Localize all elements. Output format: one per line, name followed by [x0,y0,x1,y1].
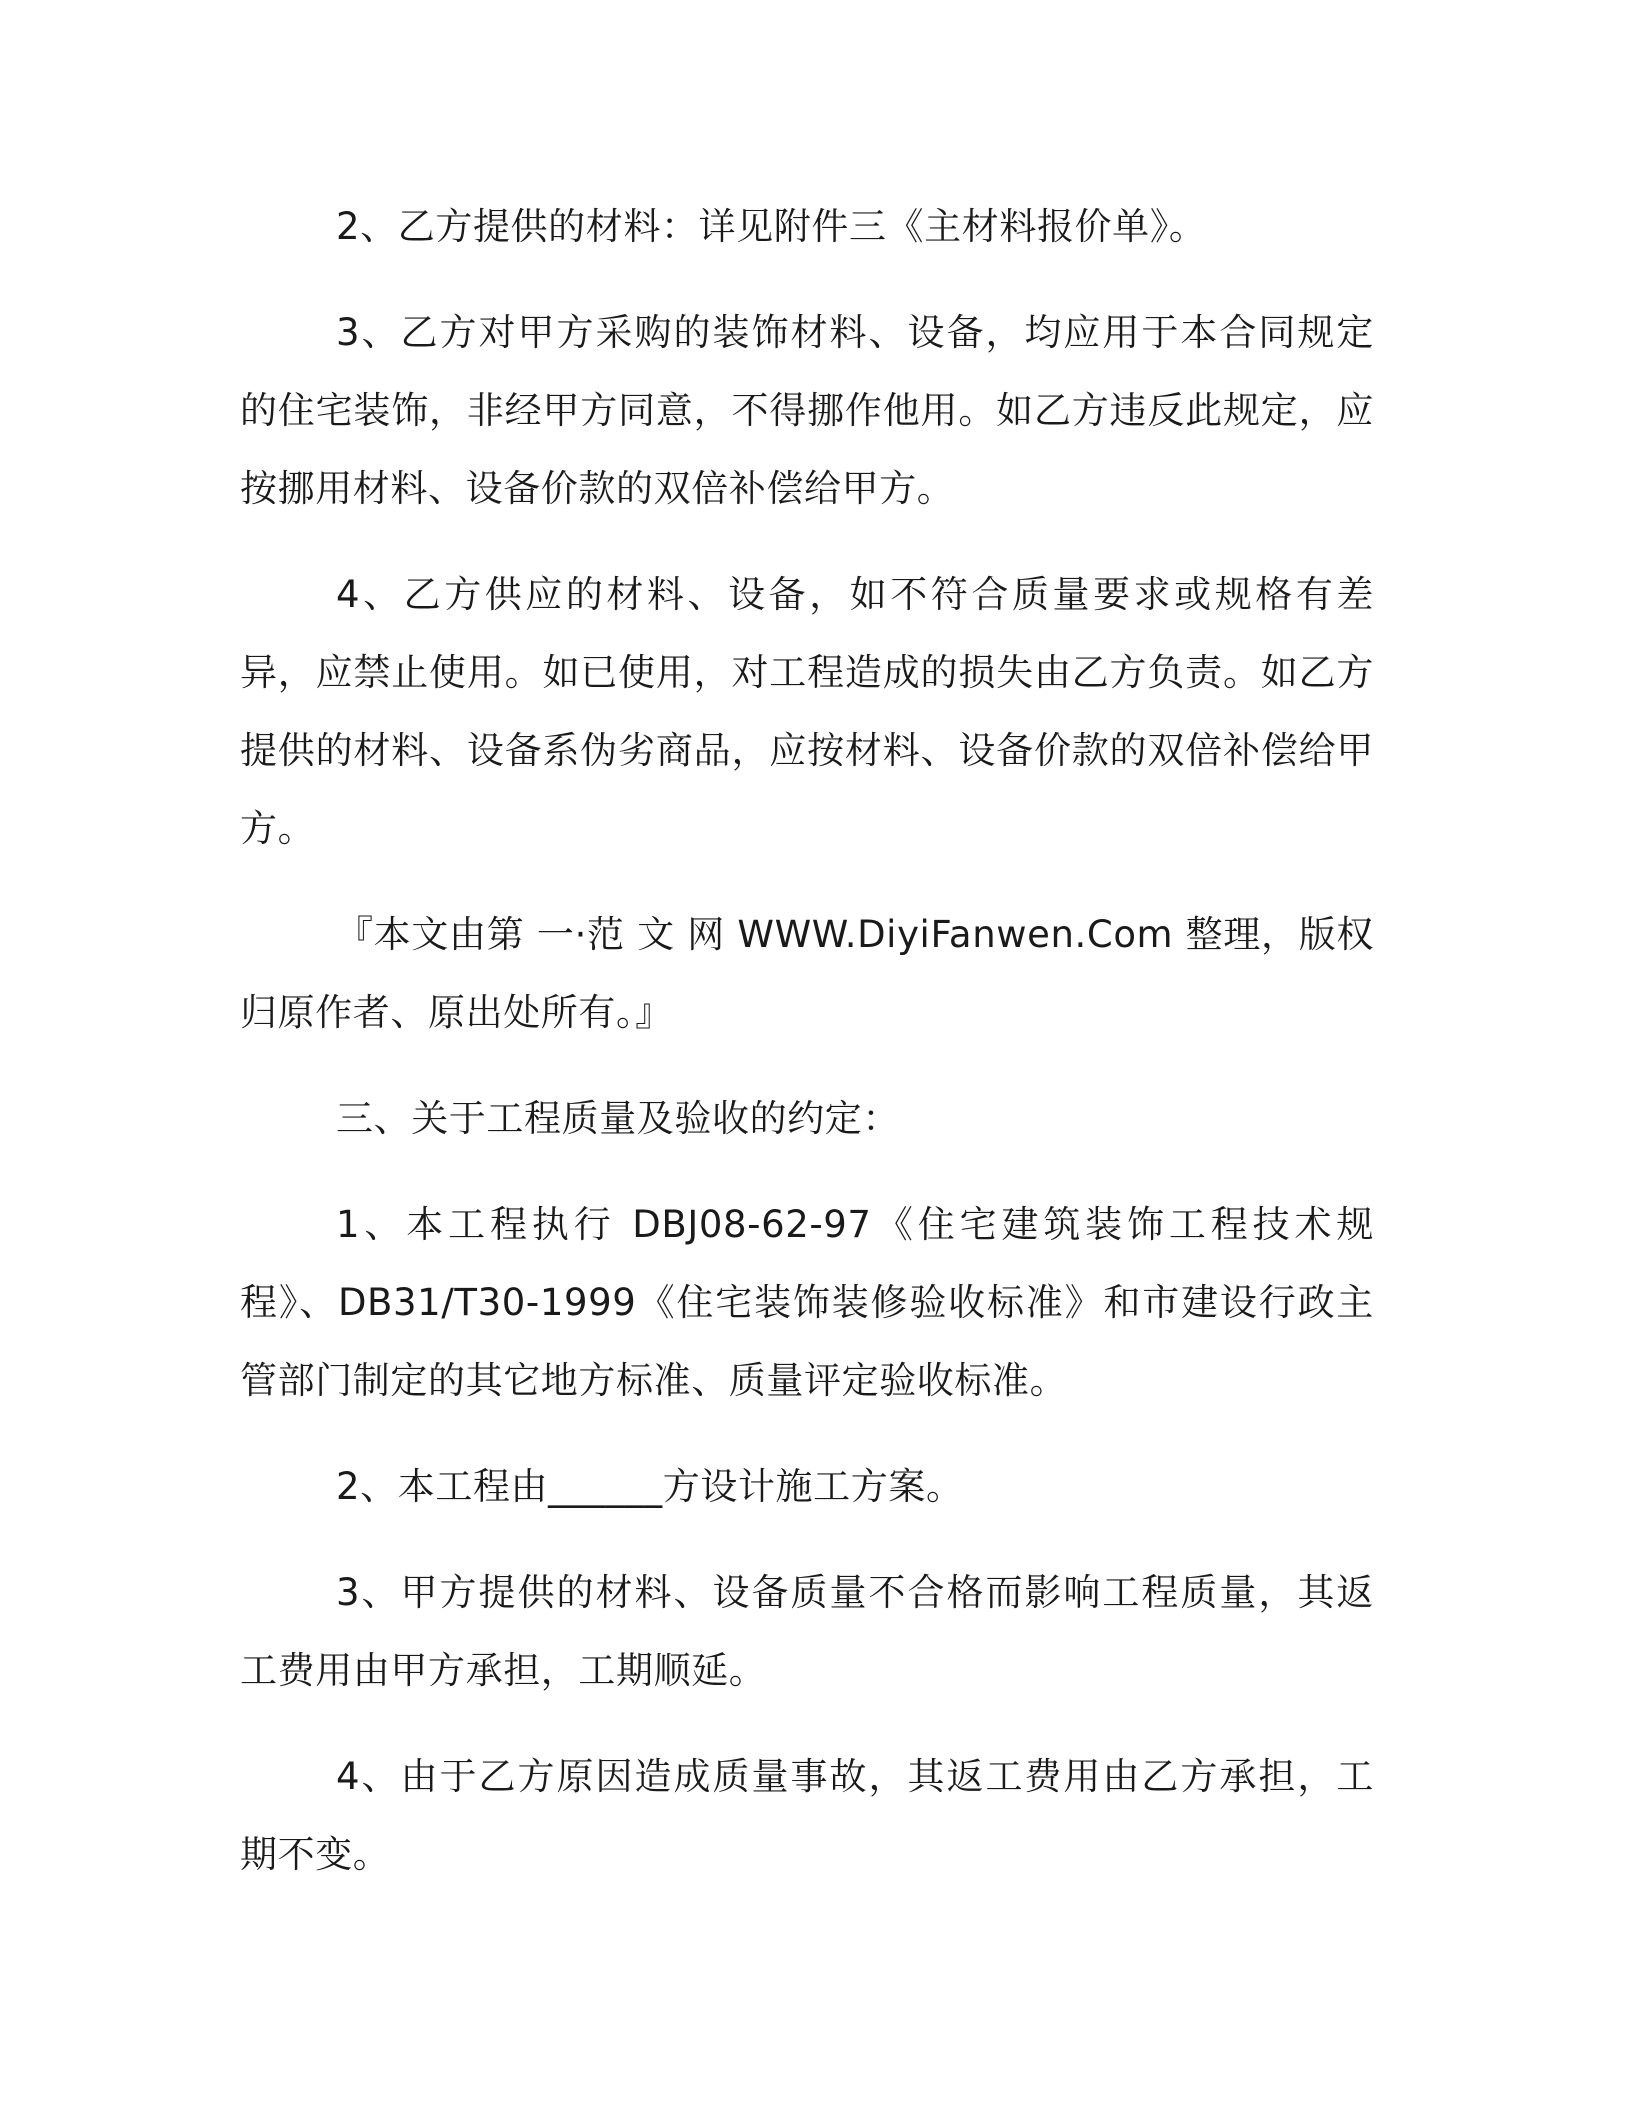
paragraph-materials-supplied: 2、乙方提供的材料：详见附件三《主材料报价单》。 [336,205,1207,248]
paragraph-standards: 1、本工程执行 DBJ08-62-97《住宅建筑装饰工程技术规程》、DB31/T30-1999《住宅装饰装修验收标准》和市建设行政主管部门制定的其它地方标准、质量评定验收标准。 [240,1203,1374,1402]
paragraph-party-a-rework: 3、甲方提供的材料、设备质量不合格而影响工程质量，其返工费用由甲方承担，工期顺延。 [240,1571,1374,1692]
paragraph-material-usage: 3、乙方对甲方采购的装饰材料、设备，均应用于本合同规定的住宅装饰，非经甲方同意，不得挪作他用。如乙方违反此规定，应按挪用材料、设备价款的双倍补偿给甲方。 [240,311,1374,510]
paragraph-design-plan: 2、本工程由______方设计施工方案。 [336,1465,964,1508]
paragraph-material-quality: 4、乙方供应的材料、设备，如不符合质量要求或规格有差异，应禁止使用。如已使用，对工程造成的损失由乙方负责。如乙方提供的材料、设备系伪劣商品，应按材料、设备价款的双倍补偿给甲方。 [240,573,1374,850]
paragraph-source-notice: 『本文由第 一·范 文 网 WWW.DiyiFanwen.Com 整理，版权归原作者、原出处所有。』 [240,913,1374,1034]
paragraph-party-b-rework: 4、由于乙方原因造成质量事故，其返工费用由乙方承担，工期不变。 [240,1755,1374,1876]
document-body [240,188,1374,1922]
section-heading-quality: 三、关于工程质量及验收的约定： [336,1097,900,1140]
